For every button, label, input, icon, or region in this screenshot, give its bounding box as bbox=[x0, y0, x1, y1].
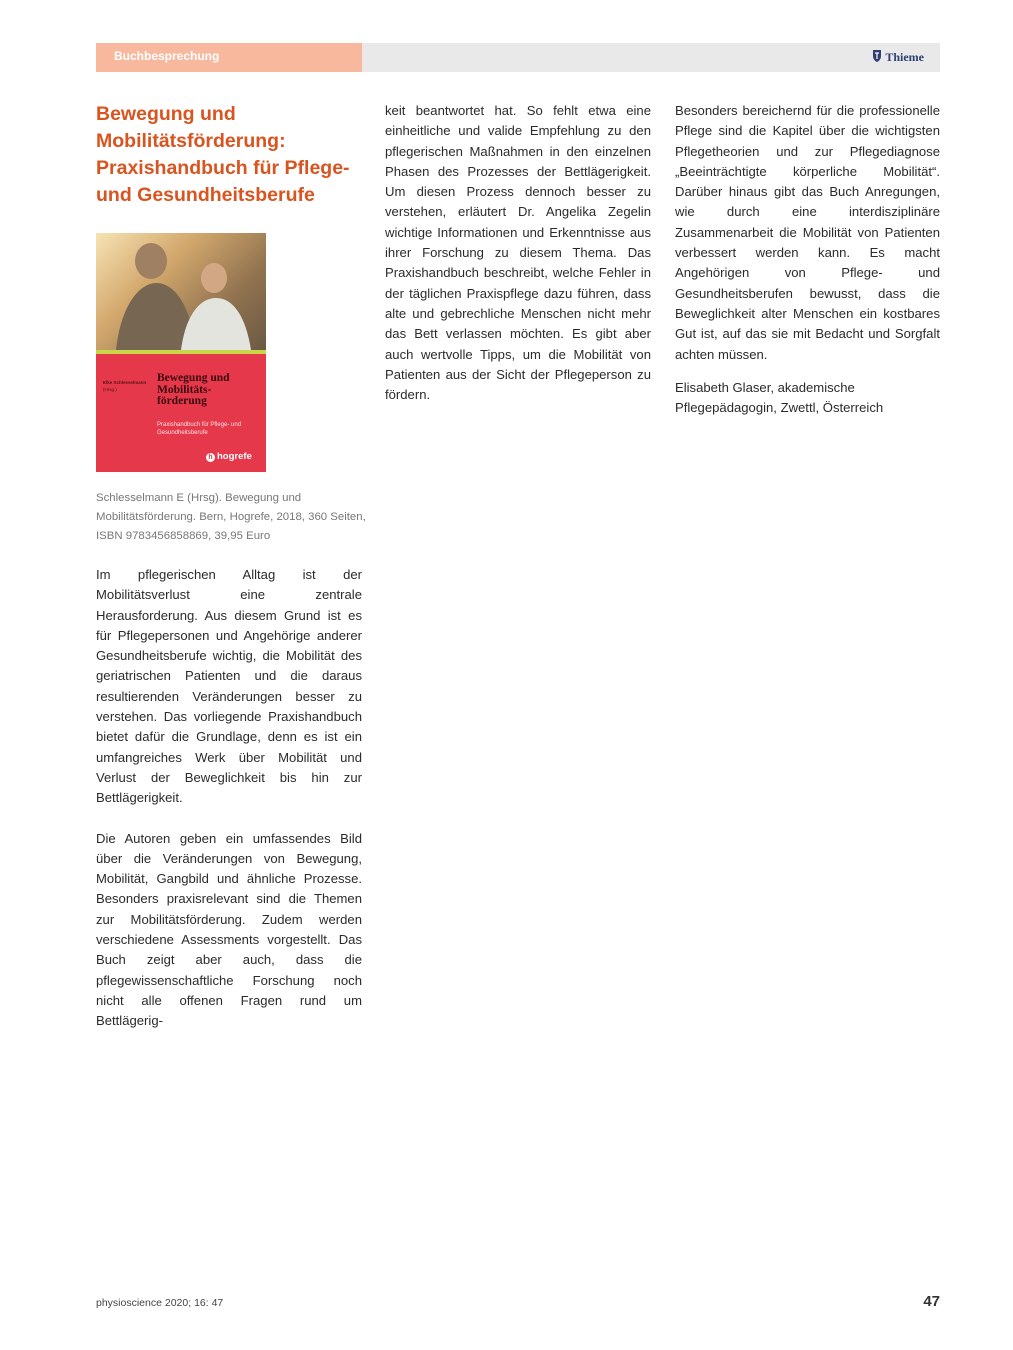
cover-publisher bbox=[206, 451, 252, 462]
reviewer-signature: Elisabeth Glaser, akademische Pflegepädagogin, Zwettl, Österreich bbox=[675, 379, 884, 416]
hogrefe-logo-icon: h bbox=[206, 453, 215, 462]
cover-title: Bewegung und Mobilitäts-förderung bbox=[157, 372, 230, 407]
body-paragraph: Besonders bereichernd für die professionelle Pflege sind die Kapitel über die wichtigsten Pflegetheorien und zur Pflegediagnose „Beeinträchtigte körperliche Mobilität“. Darüber hinaus gibt das Buch Anregungen, wie durch eine interdisziplinäre Zusammenarbeit die Mobilität von Patienten verbessert werden kann. Es macht Angehörigen von Pflege- und Gesundheitsberufen bewusst, dass die Beweglichkeit alter Menschen ein kostbares Gut ist, auf das sie mit Bedacht und Sorgfalt achten müssen. bbox=[675, 103, 940, 362]
body-paragraph: Im pflegerischen Alltag ist der Mobilitätsverlust eine zentrale Herausforderung. Aus diesem Grund ist es für Pflegepersonen und Angehörige anderer Gesundheitsberufe wichtig, die Mobilität des geriatrischen Patienten und die daraus resultierenden Veränderungen besser zu verstehen. Das vorliegende Praxishandbuch bietet dafür die Grundlage, denn es ist ein umfangreiches Werk über Mobilität und Verlust der Beweglichkeit bis hin zur Bettlägerigkeit. bbox=[96, 567, 362, 806]
cover-author: Elke Schlesselmann bbox=[103, 380, 147, 385]
body-paragraph: Die Autoren geben ein umfassendes Bild über die Veränderungen von Bewegung, Mobilität, Gangbild und ähnliche Prozesse. Besonders praxisrelevant sind die Themen zur Mobilitätsförderung. Zudem werden verschiedene Assessments vorgestellt. Das Buch zeigt aber auch, dass die pflegewissenschaftliche Forschung noch nicht alle offenen Fragen rund um Bettlägerig- bbox=[96, 830, 362, 1029]
text-column-2 bbox=[385, 101, 651, 405]
cover-photo bbox=[96, 233, 266, 350]
body-paragraph: keit beantwortet hat. So fehlt etwa eine einheitliche und valide Empfehlung zu den pflegerischen Maßnahmen in den einzelnen Phasen des Prozesses der Bettlägerigkeit. Um diesen Prozess dennoch besser zu verstehen, erläutert Dr. Angelika Zegelin wichtige Informationen und Erkenntnisse aus ihrer Forschung zu diesem Thema. Das Praxishandbuch beschreibt, welche Fehler in der täglichen Praxispflege dazu führen, dass alte und gebrechliche Menschen nicht mehr das Bett verlassen möchten. Es gibt aber auch wertvolle Tipps, um die Mobilität von Patienten aus der Sicht der Pflegeperson zu fördern. bbox=[385, 103, 651, 403]
publisher-name: Thieme bbox=[885, 50, 924, 64]
book-cover bbox=[96, 233, 266, 472]
book-citation: Schlesselmann E (Hrsg). Bewegung und Mobilitätsförderung. Bern, Hogrefe, 2018, 360 Seiten, ISBN 9783456858869, 39,95 Euro bbox=[96, 492, 366, 542]
publisher-logo bbox=[872, 43, 924, 72]
cover-author-role: (Hrsg.) bbox=[103, 387, 117, 392]
journal-reference: physioscience 2020; 16: 47 bbox=[96, 1297, 224, 1309]
cover-stripe bbox=[96, 350, 266, 354]
thieme-logo-icon bbox=[872, 50, 882, 62]
article-title: Bewegung und Mobilitätsförderung: Praxishandbuch für Pflege- und Gesundheitsberufe bbox=[96, 103, 350, 206]
text-column-3 bbox=[675, 101, 940, 418]
cover-publisher-name: hogrefe bbox=[217, 451, 252, 462]
cover-photo-illustration bbox=[96, 233, 266, 350]
header-bar bbox=[96, 43, 940, 72]
page-number: 47 bbox=[923, 1293, 940, 1310]
cover-subtitle: Praxishandbuch für Pflege- und Gesundheitsberufe bbox=[157, 422, 242, 436]
section-label: Buchbesprechung bbox=[96, 43, 362, 72]
text-column-1 bbox=[96, 565, 362, 1032]
